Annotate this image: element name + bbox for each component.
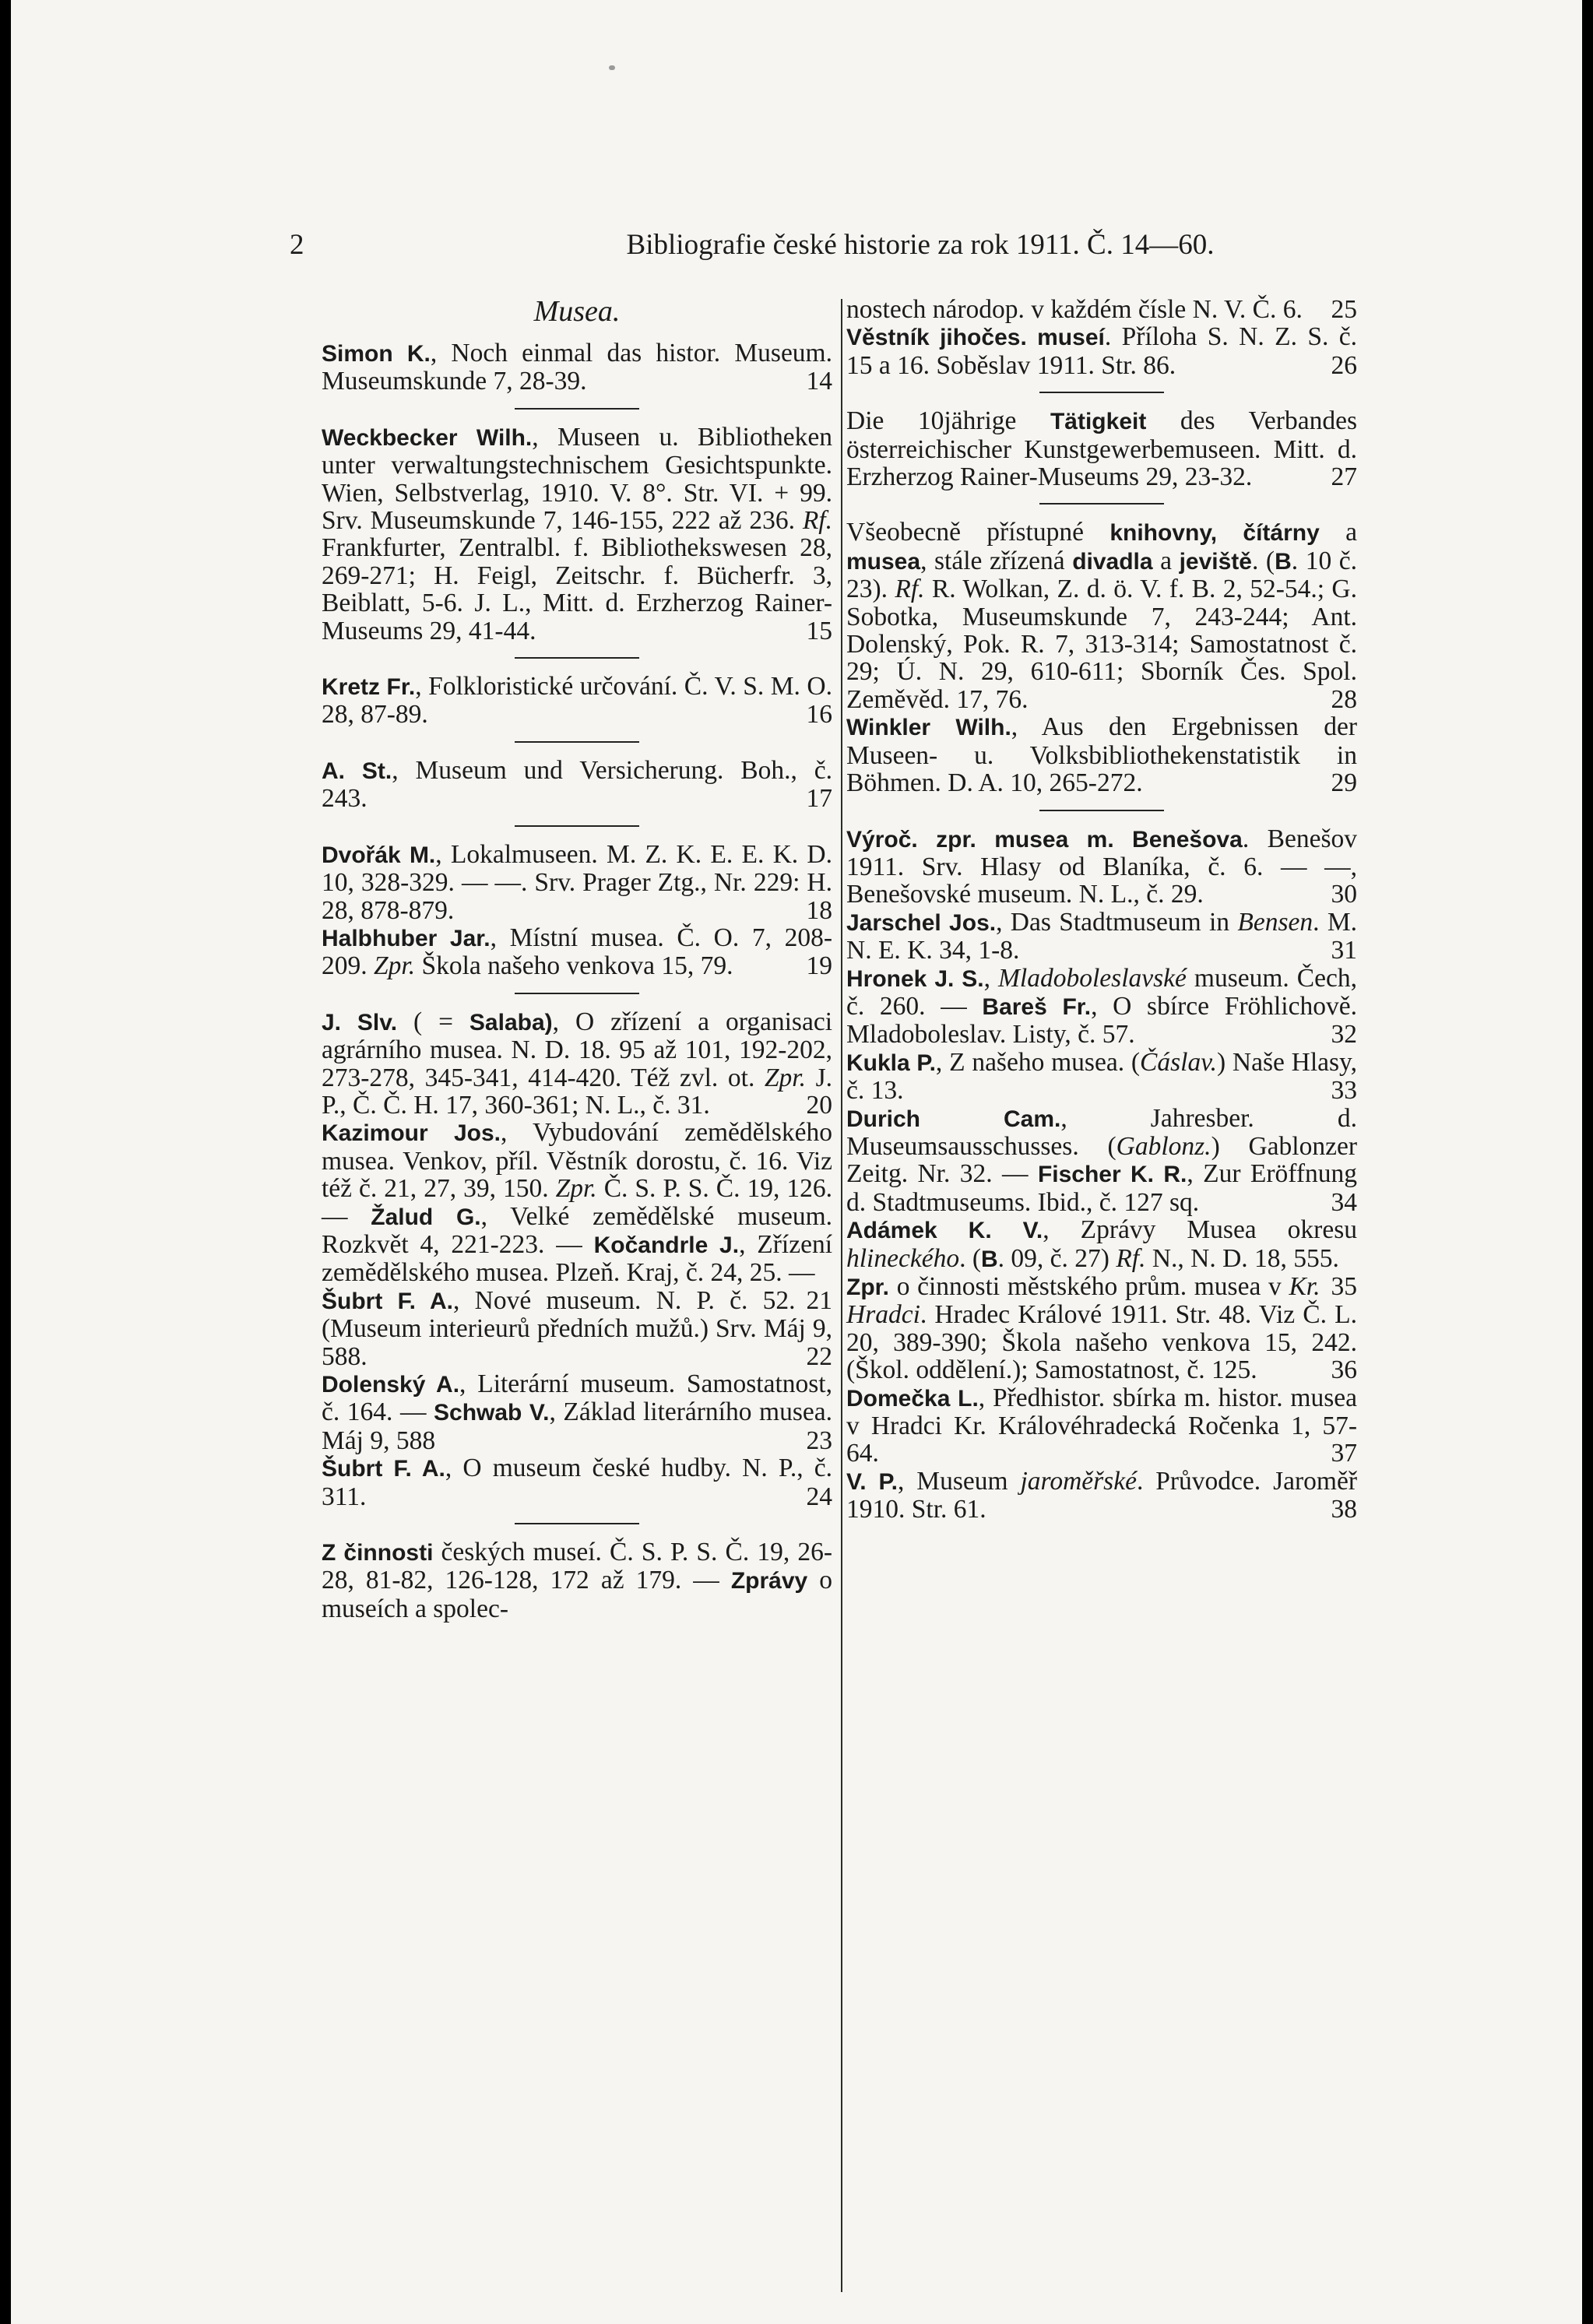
bib-entry-26 bbox=[846, 323, 1357, 379]
entry-text: des Verbandes österreichischer Kunstgewerbemuseen. Mitt. d. Erzherzog Rainer-Museums 29, 23-32. bbox=[846, 406, 1357, 492]
entry-number: 32 bbox=[1331, 1020, 1357, 1049]
entry-text: Simon K. bbox=[322, 341, 431, 367]
entry-text: . 09, č. 27) bbox=[997, 1243, 1117, 1273]
entry-text: Hronek J. S. bbox=[846, 965, 984, 992]
entry-text: Z činnosti bbox=[322, 1540, 434, 1566]
entry-text: Zprávy bbox=[730, 1568, 808, 1594]
right-column bbox=[846, 296, 1357, 1524]
entry-text: , Noch einmal das histor. Museum. Museumskunde 7, 28-39. bbox=[322, 339, 832, 396]
bib-entry-27 bbox=[846, 407, 1357, 490]
entry-text: . Hradec Králové 1911. Str. 48. Viz Č. L. 20, 389-390; Škola našeho venkova 15, 242. (Škol. oddělení.); Samostatnost, č. 125. bbox=[846, 1300, 1357, 1385]
entry-text: , Literární museum. Samostatnost, č. 164. — bbox=[322, 1369, 832, 1427]
entry-text: Rf. bbox=[1116, 1243, 1146, 1273]
entry-text: , Základ literárního musea. Máj 9, 588 bbox=[322, 1398, 832, 1455]
entry-text: Výroč. zpr. musea m. Benešova bbox=[846, 826, 1243, 853]
entry-text: J. P., Č. Č. H. 17, 360-361; N. L., č. 31. bbox=[322, 1063, 832, 1120]
entry-text: Rf. bbox=[895, 575, 925, 604]
entry-text: Rf. bbox=[802, 506, 832, 536]
bib-entry-25-end bbox=[846, 296, 1357, 323]
entry-text: Dolenský A. bbox=[322, 1372, 460, 1398]
page-header bbox=[290, 223, 1504, 267]
entry-text: Bareš Fr. bbox=[982, 993, 1092, 1020]
entry-text: Zpr. bbox=[764, 1063, 806, 1092]
entry-text: , Místní musea. Č. O. 7, 208-209. bbox=[322, 923, 832, 981]
scan-speck bbox=[609, 65, 615, 70]
section-title: Musea. bbox=[533, 295, 621, 328]
entry-text: B bbox=[981, 1246, 998, 1272]
entry-text: , O sbírce Fröhlichově. Mladoboleslav. Listy, č. 57. bbox=[846, 991, 1357, 1049]
entry-text: Die 10jährige bbox=[846, 406, 1050, 436]
entry-number: 24 bbox=[806, 1482, 832, 1511]
bib-entry-28 bbox=[846, 519, 1357, 713]
entry-text: , bbox=[983, 963, 999, 993]
entry-number: 28 bbox=[1331, 684, 1357, 714]
entry-text: , Aus den Ergebnissen der Museen- u. Volksbibliothekenstatistik in Böhmen. D. A. 10, 265-272. bbox=[846, 712, 1357, 798]
entry-text: jeviště bbox=[1179, 548, 1252, 575]
bib-entry-15 bbox=[322, 424, 832, 645]
entry-number: 31 bbox=[1331, 936, 1357, 965]
entry-number: 16 bbox=[806, 700, 832, 730]
bib-entry-24 bbox=[322, 1454, 832, 1510]
entry-number: 38 bbox=[1331, 1495, 1357, 1524]
bib-entry-36 bbox=[846, 1273, 1357, 1384]
entry-text: Čáslav. bbox=[1140, 1047, 1217, 1077]
entry-number: 21 bbox=[806, 1285, 832, 1315]
entry-text: . M. N. E. K. 34, 1-8. bbox=[846, 907, 1358, 965]
entry-text: Kukla P. bbox=[846, 1049, 936, 1076]
entry-text: a bbox=[1152, 546, 1180, 575]
entry-text: N., N. D. 18, 555. bbox=[1145, 1243, 1339, 1273]
column-divider bbox=[841, 299, 842, 2292]
entry-text: Škola našeho venkova 15, 79. bbox=[415, 951, 733, 981]
entry-text: Č. S. P. S. Č. 19, 126. — bbox=[322, 1174, 832, 1231]
entry-text: , Museen u. Bibliotheken unter verwaltungstechnischem Gesichtspunkte. Wien, Selbstverlag, 1910. V. 8°. Str. VI. + 99. Srv. Museumskunde 7, 146-155, 222 až 236. bbox=[322, 422, 832, 536]
entry-text: Mladoboleslavské bbox=[998, 963, 1187, 993]
entry-text: jaroměřské bbox=[1020, 1466, 1137, 1496]
entry-text: , Předhistor. sbírka m. histor. musea v Hradci Kr. Královéhradecká Ročenka 1, 57-64. bbox=[846, 1383, 1357, 1468]
separator bbox=[515, 657, 639, 659]
entry-text: . Benešov 1911. Srv. Hlasy od Blaníka, č. 6. — —, Benešovské museum. N. L., č. 29. bbox=[846, 824, 1357, 909]
page-number: 2 bbox=[290, 229, 304, 261]
entry-text: českých museí. Č. S. P. S. Č. 19, 26-28, 81-82, 126-128, 172 až 179. — bbox=[322, 1538, 832, 1595]
entry-text: V. P. bbox=[846, 1468, 898, 1495]
entry-text: , Zur Eröffnung d. Stadtmuseums. Ibid., č. 127 sq. bbox=[846, 1159, 1357, 1217]
entry-text: , Folkloristické určování. Č. V. S. M. O. 28, 87-89. bbox=[322, 672, 832, 730]
entry-number: 19 bbox=[806, 951, 832, 981]
bib-entry-14 bbox=[322, 339, 832, 396]
entry-text: Domečka L. bbox=[846, 1385, 979, 1412]
entry-text: , Lokalmuseen. M. Z. K. E. E. K. D. 10, 328-329. — —. Srv. Prager Ztg., Nr. 229: H. 28, 878-879. bbox=[322, 839, 832, 925]
bib-entry-31 bbox=[846, 909, 1357, 965]
entry-text: Šubrt F. A. bbox=[322, 1288, 454, 1314]
bib-entry-20 bbox=[322, 1008, 832, 1120]
entry-text: Bensen bbox=[1237, 907, 1313, 937]
entry-text: . Průvodce. Jaroměř 1910. Str. 61. bbox=[846, 1466, 1357, 1524]
entry-text: Kretz Fr. bbox=[322, 674, 416, 701]
bib-entry-37 bbox=[846, 1384, 1357, 1468]
entry-text: A. St. bbox=[322, 758, 392, 784]
separator bbox=[515, 408, 639, 410]
entry-text: Salaba) bbox=[469, 1009, 553, 1035]
entry-number: 20 bbox=[806, 1090, 832, 1120]
entry-text: Zpr. bbox=[846, 1275, 890, 1300]
bib-entry-29 bbox=[846, 713, 1357, 796]
entry-text: . ( bbox=[959, 1243, 981, 1273]
bib-entry-25-start bbox=[322, 1538, 832, 1623]
entry-text: , Z našeho musea. ( bbox=[935, 1047, 1141, 1077]
entry-number: 26 bbox=[1331, 350, 1357, 380]
entry-text: Jarschel Jos. bbox=[846, 909, 997, 936]
entry-number: 18 bbox=[806, 895, 832, 925]
entry-number: 15 bbox=[806, 616, 832, 645]
entry-text: , O museum české hudby. N. P., č. 311. bbox=[322, 1454, 832, 1511]
bib-entry-33 bbox=[846, 1049, 1357, 1105]
bib-entry-17 bbox=[322, 757, 832, 813]
bib-entry-19 bbox=[322, 924, 832, 980]
entry-text: Všeobecně přístupné bbox=[846, 518, 1110, 547]
entry-number: 30 bbox=[1331, 880, 1357, 909]
entry-text: . ( bbox=[1251, 546, 1275, 575]
entry-text: Tätigkeit bbox=[1050, 409, 1147, 435]
entry-number: 37 bbox=[1331, 1439, 1357, 1468]
entry-text: Adámek K. V. bbox=[846, 1218, 1043, 1244]
entry-text: Winkler Wilh. bbox=[846, 715, 1011, 741]
entry-text: ( = bbox=[397, 1007, 469, 1036]
entry-text: o museích a spolec- bbox=[322, 1566, 832, 1623]
entry-text: Zpr. bbox=[374, 951, 416, 981]
entry-text: hlineckého bbox=[846, 1243, 960, 1273]
entry-text: nostech národop. v každém čísle N. V. Č. 6. bbox=[846, 295, 1303, 324]
entry-text: , Museum und Versicherung. Boh., č. 243. bbox=[322, 755, 833, 814]
left-column bbox=[322, 296, 832, 1623]
bib-entry-16 bbox=[322, 673, 832, 729]
bib-entry-34 bbox=[846, 1105, 1357, 1217]
entry-number: 27 bbox=[1331, 462, 1357, 492]
entry-text: divadla bbox=[1072, 548, 1153, 575]
entry-number: 14 bbox=[806, 367, 832, 396]
bib-entry-30 bbox=[846, 825, 1357, 909]
entry-number: 35 bbox=[1331, 1272, 1357, 1301]
entry-number: 34 bbox=[1331, 1187, 1357, 1217]
entry-text: . Příloha S. N. Z. S. č. 15 a 16. Soběslav 1911. Str. 86. bbox=[846, 322, 1358, 380]
entry-text: , Zprávy Musea okresu bbox=[1043, 1215, 1357, 1245]
entry-number: 33 bbox=[1331, 1076, 1357, 1106]
bib-entry-32 bbox=[846, 965, 1357, 1049]
entry-text: , stále zřízená bbox=[920, 546, 1073, 575]
bib-entry-23 bbox=[322, 1370, 832, 1454]
entry-text: B bbox=[1275, 548, 1292, 575]
entry-number: 36 bbox=[1331, 1355, 1357, 1385]
entry-text: J. Slv. bbox=[322, 1009, 398, 1035]
entry-number: 17 bbox=[806, 784, 832, 814]
entry-text: Kočandrle J. bbox=[593, 1232, 740, 1258]
document-page bbox=[11, 0, 1582, 2324]
entry-number: 22 bbox=[806, 1341, 832, 1371]
entry-text: ) Naše Hlasy, č. 13. bbox=[846, 1047, 1358, 1106]
entry-text: , O zřízení a organisaci agrárního musea. N. D. 18. 95 až 101, 192-202, 273-278, 345-341, 414-420. Též zvl. ot. bbox=[322, 1007, 832, 1092]
entry-text: Šubrt F. A. bbox=[322, 1456, 445, 1482]
entry-text: Halbhuber Jar. bbox=[322, 925, 491, 951]
running-title: Bibliografie české historie za rok 1911. Č. 14—60. bbox=[626, 229, 1215, 261]
separator bbox=[515, 825, 639, 827]
entry-text: o činnosti městského prům. musea v bbox=[889, 1272, 1289, 1301]
entry-text: , Velké zemědělské museum. Rozkvět 4, 221-223. — bbox=[322, 1201, 833, 1259]
entry-text: Frankfurter, Zentralbl. f. Bibliothekswesen 28, 269-271; H. Feigl, Zeitschr. f. Bücherfr. 3, Beiblatt, 5-6. J. L., Mitt. d. Erzherzog Rainer-Museums 29, 41-44. bbox=[322, 533, 832, 645]
entry-text: . 10 č. 23). bbox=[846, 546, 1357, 604]
entry-text: , Museum bbox=[897, 1466, 1021, 1496]
entry-number: 25 bbox=[1331, 295, 1357, 324]
separator bbox=[515, 1523, 639, 1524]
entry-text: ) Gablonzer Zeitg. Nr. 32. — bbox=[846, 1131, 1358, 1189]
entry-text: Weckbecker Wilh. bbox=[322, 424, 533, 451]
separator bbox=[515, 993, 639, 994]
entry-text: , Zřízení zemědělského musea. Plzeň. Kraj, č. 24, 25. — bbox=[322, 1229, 833, 1288]
separator bbox=[1039, 392, 1164, 393]
entry-number: 23 bbox=[806, 1426, 832, 1455]
entry-number: 29 bbox=[1331, 768, 1357, 798]
separator bbox=[515, 741, 639, 743]
entry-text: , Vybudování zemědělského musea. Venkov, příl. Věstník dorostu, č. 16. Viz též č. 21, 27, 39, 150. bbox=[322, 1118, 832, 1204]
entry-text: museum. Čech, č. 260. — bbox=[846, 963, 1357, 1021]
entry-text: Věstník jihočes. museí bbox=[846, 325, 1105, 351]
bib-entry-38 bbox=[846, 1468, 1357, 1524]
entry-text: Gablonz. bbox=[1116, 1131, 1211, 1161]
entry-text: knihovny, čítárny bbox=[1109, 520, 1320, 547]
entry-text: , Das Stadtmuseum in bbox=[996, 907, 1238, 937]
entry-text: , Nové museum. N. P. č. 52. (Museum interieurů předních mužů.) Srv. Máj 9, 588. bbox=[322, 1285, 832, 1371]
entry-text: Durich Cam. bbox=[846, 1106, 1061, 1132]
entry-text: Kazimour Jos. bbox=[322, 1120, 501, 1147]
entry-text: Fischer K. R. bbox=[1037, 1162, 1187, 1188]
entry-text: Dvořák M. bbox=[322, 842, 436, 868]
entry-text: musea bbox=[846, 548, 921, 575]
entry-text: , Jahresber. d. Museumsausschusses. ( bbox=[846, 1103, 1357, 1161]
entry-text: R. Wolkan, Z. d. ö. V. f. B. 2, 52-54.; G. Sobotka, Museumskunde 7, 243-244; Ant. Dolenský, Pok. R. 7, 313-314; Samostatnost č. 29; Ú. N. 29, 610-611; Sborník Čes. Spol. Zeměvěd. 17, 76. bbox=[846, 575, 1357, 714]
entry-text: Zpr. bbox=[555, 1174, 597, 1204]
bib-entry-18 bbox=[322, 841, 832, 924]
entry-text: Kr. Hradci bbox=[846, 1272, 1320, 1330]
entry-text: a bbox=[1319, 518, 1358, 547]
bib-entry-22 bbox=[322, 1287, 832, 1370]
entry-text: Schwab V. bbox=[434, 1400, 550, 1426]
separator bbox=[1039, 810, 1164, 811]
entry-text: Žalud G. bbox=[371, 1204, 481, 1230]
separator bbox=[1039, 503, 1164, 505]
